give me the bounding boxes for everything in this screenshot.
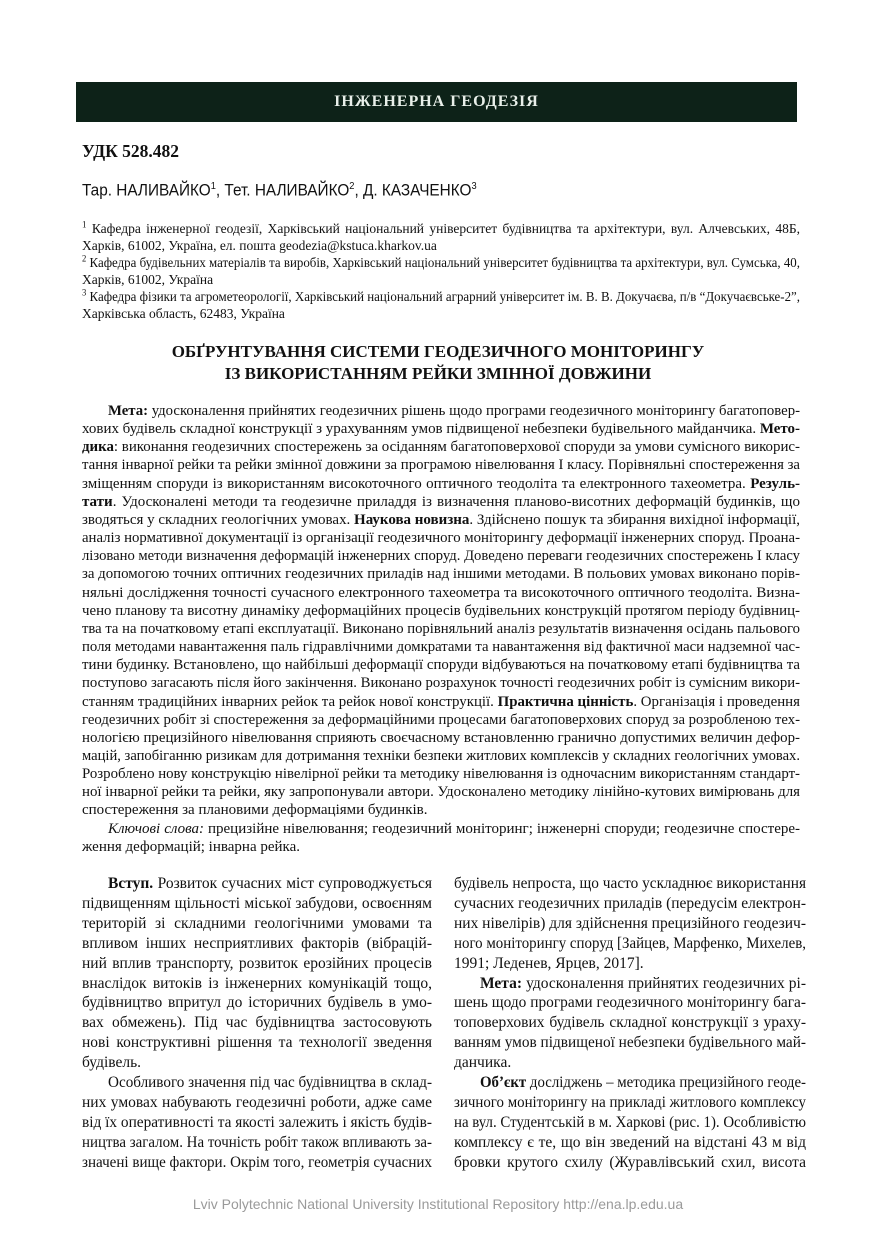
text-segment: Розроблено нову конструкцію нівелірної рейки та методику нівелювання із одночасним використанням стандарт-	[82, 766, 800, 783]
text-segment: Розвиток сучасних міст супроводжується	[153, 875, 432, 892]
text-segment: аналіз нормативної документації із організації геодезичного моніторингу деформації інженерних споруд. Проана-	[82, 530, 800, 547]
text-segment: Харків, 61002, Україна	[82, 272, 214, 287]
text-line	[82, 820, 800, 838]
text-line	[82, 954, 432, 974]
text-line	[82, 993, 432, 1013]
body-column-left	[82, 874, 432, 1173]
text-segment: . Організація і проведення	[633, 693, 800, 710]
section-title: ІНЖЕНЕРНА ГЕОДЕЗІЯ	[334, 93, 539, 110]
text-segment: нові конструктивні рішення та технології зведення	[82, 1034, 432, 1052]
text-segment: Кафедра будівельних матеріалів та виробів, Харківський національний університет будівництва та архітектури, вул. Сумська, 40,	[86, 255, 801, 270]
text-segment: поля методами навантаження паль гідравлічними домкратами та навантаження від фактичної маси надземної час-	[82, 639, 800, 656]
text-segment: 1991; Леденев, Ярцев, 2017].	[454, 954, 644, 972]
text-line	[82, 584, 800, 602]
text-line	[82, 874, 432, 894]
text-line	[82, 656, 800, 674]
article-title	[0, 341, 876, 385]
text-segment: спостереження за плановими деформаціями будинків.	[82, 802, 428, 819]
text-line	[82, 305, 800, 322]
text-line	[454, 1093, 806, 1113]
text-segment: вах обмежень). Під час будівництва застосовують	[82, 1014, 432, 1032]
text-segment: Мето-	[759, 421, 800, 438]
text-segment: тання інварної рейки та рейки змінної довжини за програмою нівелювання І класу. Порівняльні спостереження за	[82, 457, 800, 474]
text-segment: впливом інших несприятливих факторів (вібрацій-	[82, 934, 432, 952]
text-line	[82, 974, 432, 994]
text-line	[82, 254, 800, 271]
text-segment: зичного моніторингу на прикладі житлового комплексу	[454, 1093, 806, 1111]
text-line	[82, 493, 800, 511]
text-line	[454, 993, 806, 1013]
text-line	[82, 438, 800, 456]
text-segment: ництва загалом. На точність робіт також впливають за-	[82, 1133, 432, 1151]
article-title-line: ОБҐРУНТУВАННЯ СИСТЕМИ ГЕОДЕЗИЧНОГО МОНІТОРИНГУ	[171, 342, 705, 361]
text-line	[82, 456, 800, 474]
text-segment: будівництво впритул до історичних будівель в умо-	[82, 994, 432, 1012]
authors: Тар. НАЛИВАЙКО$^1$, Тет. НАЛИВАЙКО$^2$, Д. КАЗАЧЕНКО$^3$	[82, 181, 477, 200]
text-segment: тва та на початковому етапі експлуатації. Виконано порівняльний аналіз результатів визначення осідань пальового	[82, 620, 800, 637]
text-segment: Харків, 61002, Україна, ел. пошта geodezia@kstuca.kharkov.ua	[82, 238, 437, 253]
text-line	[454, 974, 806, 994]
author-affiliation-mark: 3	[471, 181, 477, 192]
text-segment: ний вплив транспорту, розвиток ерозійних процесів	[82, 954, 432, 972]
text-line	[82, 511, 800, 529]
text-line	[82, 765, 800, 783]
text-segment: них умовах набувають геодезичні роботи, адже саме	[82, 1093, 432, 1111]
text-line	[454, 1153, 806, 1173]
text-line	[454, 1053, 806, 1073]
text-line	[82, 783, 800, 801]
udk-code: УДК 528.482	[82, 141, 180, 161]
text-segment: бровки крутого схилу (Журавлівський схил, висота	[454, 1153, 806, 1171]
text-segment: комплексу є те, що він зведений на відстані 43 м від	[454, 1133, 806, 1151]
text-line	[82, 420, 800, 438]
text-segment: значені вище фактори. Окрім того, геометрія сучасних	[82, 1153, 432, 1171]
text-segment: 3	[82, 287, 87, 298]
text-line	[82, 1113, 432, 1133]
text-segment: Ключові слова:	[108, 820, 204, 837]
text-segment: тати	[82, 493, 113, 510]
text-segment: Резуль-	[750, 475, 800, 492]
text-line	[82, 271, 800, 288]
text-line	[82, 602, 800, 620]
text-segment: Мета:	[480, 974, 523, 992]
text-segment: Об’єкт	[480, 1074, 527, 1092]
text-segment: ного моніторингу споруд [Зайцев, Марфенко, Михелев,	[454, 934, 806, 952]
body-column-right	[454, 874, 806, 1173]
text-line	[454, 1033, 806, 1053]
text-line	[454, 874, 806, 894]
text-segment: мацій, запобіганню ризикам для дотримання техніки безпеки житлових комплексів у складних геологічних умовах.	[82, 747, 800, 764]
repository-footer: Lviv Polytechnic National University Institutional Repository http://ena.lp.edu.ua	[192, 1196, 684, 1212]
text-segment: топоверхових будівель складної конструкції з ураху-	[454, 1014, 806, 1032]
text-segment: Мета:	[108, 403, 149, 419]
author-name: Д. КАЗАЧЕНКО	[362, 181, 472, 200]
text-line	[82, 747, 800, 765]
text-segment: хових будівель складної конструкції з урахуванням умов підвищеної небезпеки будівельного майданчика.	[82, 421, 760, 438]
author-name: Тет. НАЛИВАЙКО	[224, 181, 350, 200]
text-line	[82, 801, 800, 819]
author-name: Тар. НАЛИВАЙКО	[82, 181, 211, 200]
text-line	[82, 914, 432, 934]
text-line	[82, 288, 800, 305]
text-segment: Кафедра фізики та агрометеорології, Харківський національний аграрний університет ім. В. В. Докучаєва, п/в “Докучаєвське-2”,	[86, 289, 800, 304]
text-line	[454, 914, 806, 934]
text-line	[82, 565, 800, 583]
author-affiliation-mark: 1	[210, 181, 216, 192]
text-line	[82, 638, 800, 656]
text-segment: сучасних геодезичних приладів (передусім електрон-	[454, 894, 806, 912]
text-line	[454, 934, 806, 954]
text-line	[82, 729, 800, 747]
text-line	[82, 934, 432, 954]
text-line	[82, 402, 800, 420]
affiliations	[82, 220, 800, 322]
text-segment: будівель непроста, що часто ускладнює використання	[454, 875, 806, 892]
text-line	[82, 838, 800, 856]
text-segment: чено планову та висотну динаміку деформаційних процесів будівельних конструкцій протягом періоду будівниц-	[82, 602, 800, 619]
text-line	[82, 1153, 432, 1173]
text-line	[82, 1073, 432, 1093]
text-line	[454, 894, 806, 914]
text-segment: нологією прецизійного нівелювання сприяють своєчасному встановленню гранично допустимих величин дефор-	[82, 729, 800, 746]
text-segment: Вступ.	[108, 875, 154, 892]
text-line	[454, 1133, 806, 1153]
text-segment: . Удосконалені методи та геодезичне приладдя із визначення планово-висотних деформацій будинків, що	[112, 493, 800, 510]
text-line	[454, 1113, 806, 1133]
text-segment: 1	[82, 219, 87, 230]
text-line	[82, 1013, 432, 1033]
text-segment: за допомогою точних оптичних геодезичних приладів над іншими методами. В польових умовах виконано порів-	[82, 566, 800, 583]
text-segment: ної інварної рейки та рейки, яку запропонували автори. Удосконалено методику лінійно-кутових вимірювань для	[82, 784, 800, 801]
text-line	[454, 1013, 806, 1033]
text-segment: 2	[82, 253, 87, 264]
text-line	[82, 475, 800, 493]
text-segment: прецизійне нівелювання; геодезичний моніторинг; інженерні споруди; геодезичне спостере-	[204, 820, 800, 837]
text-segment: Наукова новизна	[354, 511, 470, 528]
text-segment: : виконання геодезичних спостережень за осіданням багатоповерхової споруди за умови сумісного викорис-	[113, 439, 800, 456]
text-segment: Практична цінність	[497, 693, 634, 710]
article-title-line: ІЗ ВИКОРИСТАННЯМ РЕЙКИ ЗМІННОЇ ДОВЖИНИ	[224, 364, 652, 383]
text-segment: дика	[82, 439, 114, 456]
text-segment: на вул. Студентській в м. Харкові (рис. 1). Особливістю	[454, 1113, 806, 1131]
text-segment: ження деформацій; інварна рейка.	[82, 838, 301, 855]
text-line	[82, 237, 800, 254]
text-line	[82, 711, 800, 729]
text-segment: зводяться у складних геологічних умовах.	[82, 511, 355, 528]
abstract	[82, 402, 800, 856]
text-segment: ванням умов підвищеної небезпеки будівельного май-	[454, 1034, 806, 1052]
text-segment: станням традиційних інварних рейок та рейок нової конструкції.	[82, 693, 498, 710]
text-segment: удосконалення прийнятих геодезичних рі-	[522, 974, 806, 992]
text-segment: лізовано методи визначення деформацій інженерних споруд. Доведено переваги геодезичних спостережень І класу	[82, 548, 800, 565]
text-segment: геодезичних робіт зі спостереження за деформаційними процесами багатоповерхових споруд за розробленою тех-	[82, 711, 800, 728]
text-line	[82, 1033, 432, 1053]
text-segment: внаслідок витоків із інженерних комунікацій тощо,	[82, 974, 432, 992]
text-segment: поступово загасають після його закінчення. Виконано розрахунок точності геодезичних робіт із сумісним викори-	[82, 675, 800, 692]
text-line	[454, 954, 806, 974]
text-segment: . Здійснено пошук та збирання вихідної інформації,	[469, 511, 800, 528]
text-segment: Кафедра інженерної геодезії, Харківський національний університет будівництва та архітектури, вул. Алчевських, 48Б,	[86, 221, 800, 236]
text-line	[82, 674, 800, 692]
text-segment: них нівелірів) для здійснення прецизійного геодезич-	[454, 914, 806, 932]
text-segment: підвищенням щільності міської забудови, освоєнням	[82, 894, 432, 912]
text-segment: шень щодо програми геодезичного моніторингу бага-	[454, 994, 806, 1012]
text-line	[82, 1133, 432, 1153]
text-segment: Особливого значення під час будівництва в склад-	[108, 1074, 432, 1092]
text-segment: будівель.	[82, 1054, 142, 1072]
text-line	[82, 620, 800, 638]
text-line	[82, 1053, 432, 1073]
text-line	[82, 220, 800, 237]
text-segment: зміщенням споруди із використанням високоточного оптичного теодоліта та електронного тахеометра.	[82, 475, 751, 492]
text-line	[82, 894, 432, 914]
text-segment: удосконалення прийнятих геодезичних рішень щодо програми геодезичного моніторингу багатоповер-	[148, 403, 801, 419]
text-segment: тини будинку. Встановлено, що найбільші деформації споруди відбуваються на початковому етапі будівництва та	[82, 657, 800, 674]
author-affiliation-mark: 2	[349, 181, 355, 192]
text-segment: Харківська область, 62483, Україна	[82, 306, 285, 321]
text-segment: від їх оперативності та якості залежить і якість будів-	[82, 1113, 432, 1131]
text-segment: няльні дослідження точності сучасного електронного тахеометра та високоточного оптичного теодоліта. Визна-	[82, 584, 800, 601]
text-line	[82, 529, 800, 547]
text-segment: територій зі складними геологічними умовами та	[82, 914, 432, 932]
text-line	[82, 693, 800, 711]
text-segment: досліджень – методика прецизійного геоде-	[526, 1074, 806, 1092]
text-line	[82, 1093, 432, 1113]
section-header-bar	[76, 82, 797, 122]
text-segment: данчика.	[454, 1054, 512, 1072]
text-line	[454, 1073, 806, 1093]
text-line	[82, 547, 800, 565]
